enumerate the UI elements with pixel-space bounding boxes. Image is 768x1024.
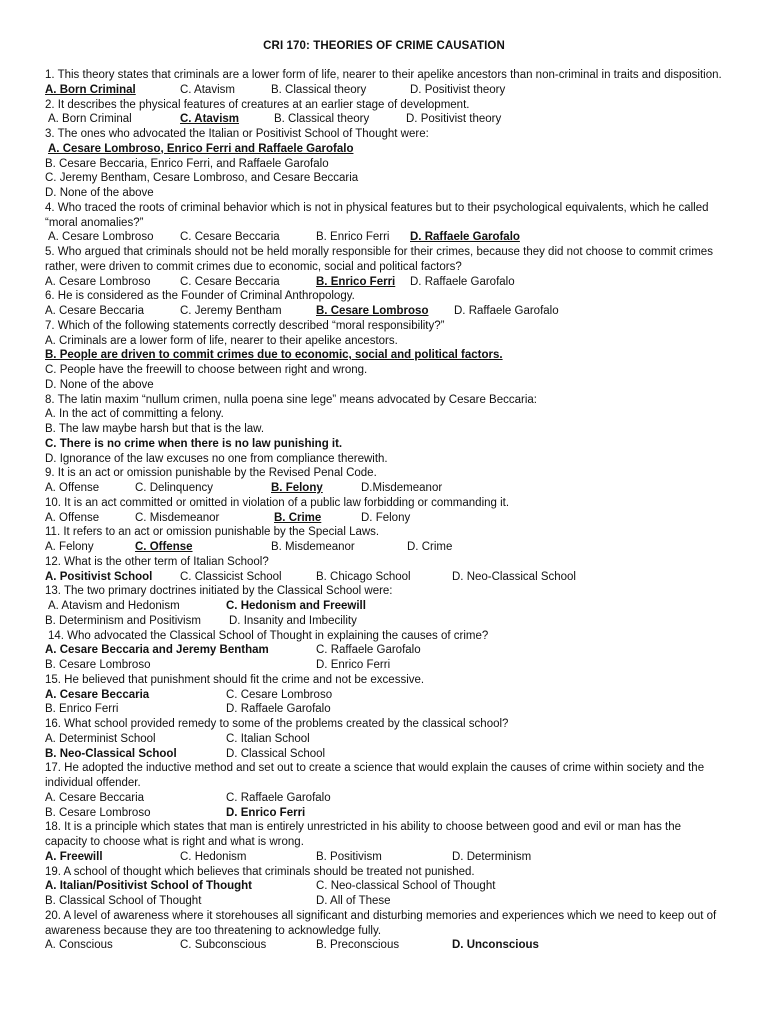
question-5-text: 5. Who argued that criminals should not be held morally responsible for their crimes, because they did not choose to commit crimes rather, were driven to commit crimes due to economic, social and political factors?	[45, 246, 713, 273]
option-d: D. Unconscious	[452, 939, 539, 952]
option-b: B. Classical School of Thought	[45, 895, 202, 907]
question-16-text: 16. What school provided remedy to some of the problems created by the classical school?	[45, 718, 509, 730]
option-d: D. Classical School	[226, 747, 326, 760]
question-list	[45, 68, 725, 953]
option-c: C. Raffaele Garofalo	[316, 644, 421, 657]
question-19-text: 19. A school of thought which believes that criminals should be treated not punished.	[45, 865, 475, 878]
option-b: B. Classical theory	[274, 113, 370, 126]
option-c: C. People have the freewill to choose between right and wrong.	[45, 364, 368, 376]
option-a: A. Born Criminal	[45, 83, 136, 96]
question-7-text: 7. Which of the following statements correctly described “moral responsibility?”	[45, 319, 445, 332]
question-13-options-row-2	[45, 614, 725, 629]
question-8-option-c-line	[45, 437, 725, 452]
question-8-option-d-line	[45, 452, 725, 467]
question-3-text: 3. The ones who advocated the Italian or Positivist School of Thought were:	[45, 128, 429, 140]
question-14-text: 14. Who advocated the Classical School of Thought in explaining the causes of crime?	[48, 629, 489, 642]
question-11-text: 11. It refers to an act or omission punishable by the Special Laws.	[45, 526, 380, 539]
option-b: B. Enrico Ferri	[45, 703, 119, 716]
question-7-option-b-line	[45, 348, 725, 363]
question-17-text: 17. He adopted the inductive method and set out to create a science that would explain the causes of crime within society and the individual offender.	[45, 762, 705, 789]
question-17-options-row-1	[45, 791, 725, 806]
option-d: D. Positivist theory	[410, 83, 506, 96]
option-d: D. Neo-Classical School	[452, 570, 576, 583]
option-b: B. Cesare Beccaria, Enrico Ferri, and Raffaele Garofalo	[45, 157, 329, 170]
option-b: B. Positivism	[316, 850, 382, 863]
option-d: D. All of These	[316, 895, 391, 907]
question-7-option-d-line	[45, 378, 725, 393]
option-c: C. Cesare Beccaria	[180, 231, 280, 244]
option-c: C. Subconscious	[180, 939, 267, 952]
option-b: B. Enrico Ferri	[316, 275, 396, 288]
question-8-option-b-line	[45, 422, 725, 437]
question-11-options	[45, 540, 725, 555]
option-a: A. Criminals are a lower form of life, nearer to their apelike ancestors.	[45, 334, 398, 347]
option-c: C. Atavism	[180, 113, 240, 126]
option-a: A. Cesare Beccaria and Jeremy Bentham	[45, 644, 269, 657]
option-d: D. Raffaele Garofalo	[226, 703, 331, 716]
question-5-options	[45, 275, 725, 290]
option-b: B. Preconscious	[316, 939, 400, 952]
question-10-text: 10. It is an act committed or omitted in violation of a public law forbidding or commanding it.	[45, 496, 510, 509]
option-b: B. Cesare Lombroso	[45, 806, 151, 819]
question-8-text: 8. The latin maxim “nullum crimen, nulla poena sine lege” means advocated by Cesare Beccaria:	[45, 393, 537, 406]
option-a: A. Cesare Beccaria	[45, 688, 150, 701]
question-8-option-a-line	[45, 407, 725, 422]
option-c: C. Italian School	[226, 732, 310, 745]
option-d: D. Insanity and Imbecility	[229, 614, 357, 627]
option-c: C. Offense	[135, 541, 193, 553]
option-a: A. Cesare Lombroso	[48, 231, 154, 244]
question-12-options	[45, 570, 725, 585]
option-b: B. Cesare Lombroso	[45, 659, 151, 671]
question-19-options-row-2	[45, 894, 725, 909]
option-c: C. There is no crime when there is no law punishing it.	[45, 437, 343, 450]
option-a: A. Cesare Beccaria	[45, 791, 145, 804]
question-4-text: 4. Who traced the roots of criminal behavior which is not in physical features but to their psychological equivalents, which he called “moral anomalies?”	[45, 201, 709, 229]
option-c: C. Delinquency	[135, 482, 213, 494]
option-d: D. Enrico Ferri	[226, 806, 306, 819]
option-b: B. The law maybe harsh but that is the law.	[45, 423, 265, 435]
question-6-text: 6. He is considered as the Founder of Criminal Anthropology.	[45, 290, 355, 303]
option-d: D. Enrico Ferri	[316, 659, 391, 671]
option-b: B. Neo-Classical School	[45, 747, 177, 760]
option-d: D.Misdemeanor	[361, 482, 443, 494]
question-7-option-a-line	[45, 334, 725, 349]
option-b: B. Enrico Ferri	[316, 231, 390, 244]
option-c: C. Misdemeanor	[135, 511, 220, 524]
option-c: C. Jeremy Bentham, Cesare Lombroso, and Cesare Beccaria	[45, 172, 359, 185]
question-13-options-row-1	[45, 599, 725, 614]
option-c: C. Cesare Lombroso	[226, 688, 333, 701]
option-a: A. Offense	[45, 482, 100, 494]
question-1-options	[45, 83, 725, 98]
question-18-text: 18. It is a principle which states that man is entirely unrestricted in his ability to choose between good and evil or man has the capacity to choose what is right and what is wrong.	[45, 821, 682, 848]
option-c: C. Hedonism and Freewill	[226, 600, 366, 612]
question-3-option-c-line	[45, 171, 725, 186]
question-3-option-d-line	[45, 186, 725, 201]
question-15-options-row-2	[45, 702, 725, 717]
option-a: A. Freewill	[45, 850, 103, 863]
option-b: B. Chicago School	[316, 570, 411, 583]
option-a: A. In the act of committing a felony.	[45, 408, 224, 421]
question-7-option-c-line	[45, 363, 725, 378]
option-b: B. Crime	[274, 511, 322, 524]
option-a: A. Italian/Positivist School of Thought	[45, 880, 252, 893]
option-c: C. Hedonism	[180, 850, 247, 863]
option-c: C. Classicist School	[180, 570, 282, 583]
option-a: A. Determinist School	[45, 732, 156, 745]
question-9-text: 9. It is an act or omission punishable by the Revised Penal Code.	[45, 467, 377, 480]
question-2-options	[45, 112, 725, 127]
question-15-options-row-1	[45, 688, 725, 703]
question-16-options-row-1	[45, 732, 725, 747]
question-17-options-row-2	[45, 806, 725, 821]
question-6-options	[45, 304, 725, 319]
question-3-option-b-line	[45, 157, 725, 172]
question-15-text: 15. He believed that punishment should fit the crime and not be excessive.	[45, 673, 425, 686]
page-title: CRI 170: THEORIES OF CRIME CAUSATION	[263, 40, 505, 52]
option-c: C. Neo-classical School of Thought	[316, 880, 496, 893]
option-b: B. Felony	[271, 482, 323, 494]
option-a: A. Offense	[45, 511, 100, 524]
option-b: B. Classical theory	[271, 83, 367, 96]
option-c: C. Raffaele Garofalo	[226, 791, 331, 804]
option-c: C. Atavism	[180, 83, 235, 96]
option-c: C. Cesare Beccaria	[180, 275, 280, 288]
question-9-options	[45, 481, 725, 496]
option-a: A. Conscious	[45, 939, 113, 952]
option-a: A. Born Criminal	[48, 113, 132, 126]
option-b: B. Misdemeanor	[271, 541, 355, 553]
question-18-options	[45, 850, 725, 865]
question-4-options	[45, 230, 725, 245]
question-2-text: 2. It describes the physical features of creatures at an earlier stage of development.	[45, 98, 470, 111]
question-3-option-a-line	[45, 142, 725, 157]
question-20-text: 20. A level of awareness where it storehouses all significant and disturbing memories and experiences which we need to keep out of awareness because they are too threatening to acknowledge fully.	[45, 909, 717, 937]
option-d: D. Positivist theory	[406, 113, 502, 126]
option-d: D. Raffaele Garofalo	[410, 231, 520, 244]
option-a: A. Felony	[45, 541, 94, 553]
option-b: B. Determinism and Positivism	[45, 614, 201, 627]
question-12-text: 12. What is the other term of Italian School?	[45, 555, 269, 568]
option-d: D. Ignorance of the law excuses no one from compliance therewith.	[45, 452, 388, 465]
option-d: D. Raffaele Garofalo	[454, 305, 559, 317]
question-14-options-row-2	[45, 658, 725, 673]
option-a: A. Cesare Lombroso	[45, 275, 151, 288]
option-d: D. Crime	[407, 541, 453, 553]
question-1-text: 1. This theory states that criminals are a lower form of life, nearer to their apelike ancestors than non-criminal in traits and disposition.	[45, 69, 722, 81]
question-10-options	[45, 511, 725, 526]
question-20-options	[45, 938, 725, 953]
option-d: D. None of the above	[45, 378, 154, 391]
option-a: A. Atavism and Hedonism	[48, 600, 180, 612]
question-14-options-row-1	[45, 643, 725, 658]
option-d: D. Raffaele Garofalo	[410, 275, 515, 288]
option-b: B. Cesare Lombroso	[316, 305, 429, 317]
option-d: D. None of the above	[45, 187, 154, 199]
option-a: A. Positivist School	[45, 570, 153, 583]
option-c: C. Jeremy Bentham	[180, 305, 282, 317]
option-a: A. Cesare Lombroso, Enrico Ferri and Raffaele Garofalo	[48, 142, 354, 155]
question-19-options-row-1	[45, 879, 725, 894]
option-d: D. Felony	[361, 511, 411, 524]
question-16-options-row-2	[45, 747, 725, 762]
question-13-text: 13. The two primary doctrines initiated by the Classical School were:	[45, 585, 393, 598]
option-b: B. People are driven to commit crimes due to economic, social and political factors.	[45, 349, 503, 362]
option-d: D. Determinism	[452, 850, 532, 863]
option-a: A. Cesare Beccaria	[45, 305, 145, 317]
